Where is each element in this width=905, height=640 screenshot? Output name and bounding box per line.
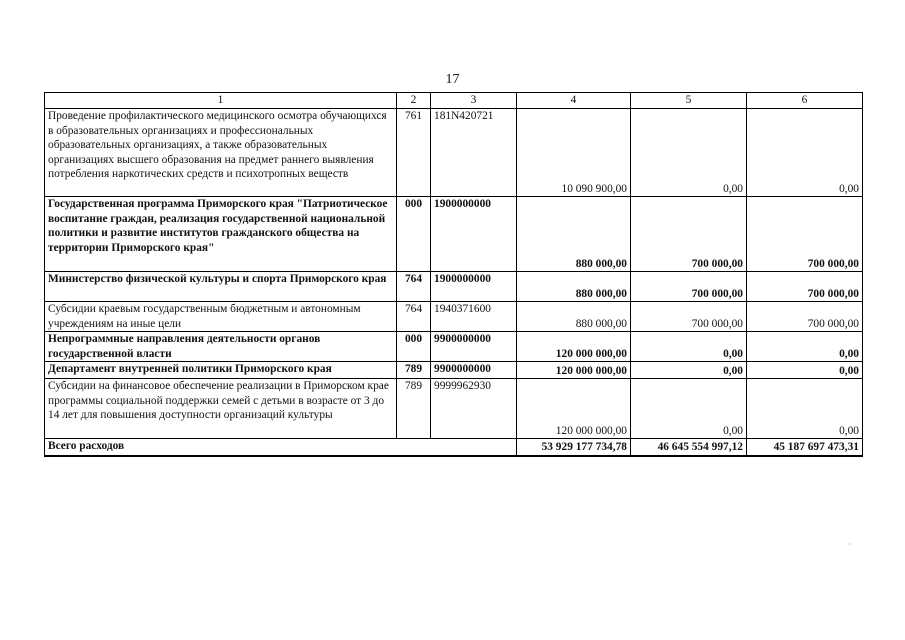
row-name: Субсидии на финансовое обеспечение реализации в Приморском крае программы социальной поддержки семей с детьми в возрасте от 3 до 14 лет для повышения доступности организаций культуры [45, 379, 397, 439]
row-value-col4: 10 090 900,00 [517, 109, 631, 197]
row-ministry-code: 764 [397, 302, 431, 332]
table-row [45, 197, 863, 272]
column-header: 1 [45, 93, 397, 109]
row-value-col6: 0,00 [747, 362, 863, 379]
row-value-col6: 0,00 [747, 109, 863, 197]
scan-mark: · [848, 540, 851, 549]
row-value-col4: 120 000 000,00 [517, 362, 631, 379]
row-target-code: 9999962930 [431, 379, 517, 439]
row-value-col5: 700 000,00 [631, 302, 747, 332]
table-header-row [45, 93, 863, 109]
row-ministry-code: 789 [397, 379, 431, 439]
row-name: Проведение профилактического медицинского осмотра обучающихся в образовательных организациях и профессиональных образовательных организациях, а также образовательных организациях высшего образования на предмет раннего выявления потребления наркотических средств и психотропных веществ [45, 109, 397, 197]
total-value-col4: 53 929 177 734,78 [517, 439, 631, 456]
row-value-col6: 700 000,00 [747, 302, 863, 332]
row-target-code: 1900000000 [431, 272, 517, 302]
column-header: 5 [631, 93, 747, 109]
row-value-col6: 0,00 [747, 379, 863, 439]
row-ministry-code: 000 [397, 197, 431, 272]
row-value-col4: 880 000,00 [517, 302, 631, 332]
row-value-col6: 700 000,00 [747, 272, 863, 302]
total-value-col5: 46 645 554 997,12 [631, 439, 747, 456]
row-value-col6: 700 000,00 [747, 197, 863, 272]
table-row [45, 379, 863, 439]
table-row [45, 109, 863, 197]
table-row [45, 332, 863, 362]
row-value-col4: 120 000 000,00 [517, 379, 631, 439]
row-value-col4: 880 000,00 [517, 272, 631, 302]
row-ministry-code: 764 [397, 272, 431, 302]
column-header: 2 [397, 93, 431, 109]
column-header: 3 [431, 93, 517, 109]
row-ministry-code: 000 [397, 332, 431, 362]
row-value-col4: 880 000,00 [517, 197, 631, 272]
row-ministry-code: 789 [397, 362, 431, 379]
row-target-code: 9900000000 [431, 362, 517, 379]
row-name: Департамент внутренней политики Приморского края [45, 362, 397, 379]
row-ministry-code: 761 [397, 109, 431, 197]
total-value-col6: 45 187 697 473,31 [747, 439, 863, 456]
total-row [45, 439, 863, 456]
row-target-code: 9900000000 [431, 332, 517, 362]
expenditure-table [44, 92, 863, 457]
column-header: 4 [517, 93, 631, 109]
row-value-col6: 0,00 [747, 332, 863, 362]
row-target-code: 1940371600 [431, 302, 517, 332]
row-value-col5: 700 000,00 [631, 197, 747, 272]
total-label: Всего расходов [45, 439, 517, 456]
column-header: 6 [747, 93, 863, 109]
row-value-col5: 0,00 [631, 109, 747, 197]
row-name: Субсидии краевым государственным бюджетным и автономным учреждениям на иные цели [45, 302, 397, 332]
page-number: 17 [445, 72, 460, 87]
row-value-col5: 0,00 [631, 379, 747, 439]
row-name: Непрограммные направления деятельности органов государственной власти [45, 332, 397, 362]
table-row [45, 302, 863, 332]
table-row [45, 272, 863, 302]
row-value-col5: 0,00 [631, 362, 747, 379]
row-name: Министерство физической культуры и спорта Приморского края [45, 272, 397, 302]
row-value-col5: 700 000,00 [631, 272, 747, 302]
row-value-col5: 0,00 [631, 332, 747, 362]
row-value-col4: 120 000 000,00 [517, 332, 631, 362]
row-target-code: 1900000000 [431, 197, 517, 272]
row-target-code: 181N420721 [431, 109, 517, 197]
table-row [45, 362, 863, 379]
row-name: Государственная программа Приморского края "Патриотическое воспитание граждан, реализация государственной национальной политики и развитие институтов гражданского общества на территории Приморского края" [45, 197, 397, 272]
